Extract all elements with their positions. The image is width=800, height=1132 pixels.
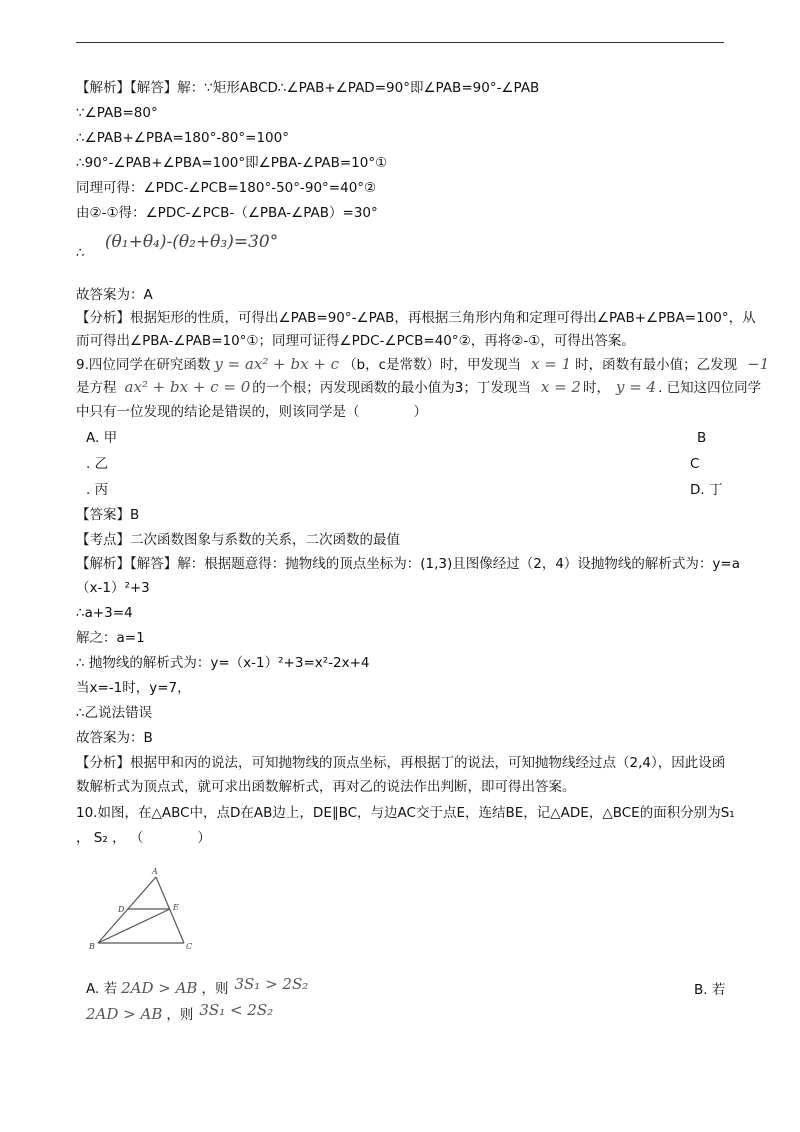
q9-line-1 [76,354,769,375]
q9-option-b-text: . 乙 [86,456,109,472]
q9-answer: 【答案】B [76,507,140,523]
fenxi-line-2: 而可得出∠PBA-∠PAB=10°①；同理可证得∠PDC-∠PCB=40°②，再将②-①，可得出答案。 [76,333,635,349]
side-ac [156,877,184,943]
q9-formula-3: −1 [747,355,770,373]
q9-fenxi-2: 数解析式为顶点式，就可求出函数解析式，再对乙的说法作出判断，即可得出答案。 [76,779,576,795]
q9-formula-6: y = 4 [615,378,657,396]
analysis-line-2: ∵∠PAB=80° [76,105,158,121]
triangle-figure [86,865,196,955]
q9-text-a: 9.四位同学在研究函数 [76,357,211,373]
q10-option-b-mid: ，则 [166,1007,194,1023]
q10-option-a [86,975,309,999]
q9-text-d: 是方程 [76,380,117,396]
q9-option-c-label: C [690,456,700,472]
q9-jiexi-2: （x-1）²+3 [76,580,150,596]
analysis-line-7 [76,232,279,261]
label-c: C [186,942,193,951]
q9-option-c-text: . 丙 [86,482,109,498]
q9-fenxi-1: 【分析】根据甲和丙的说法，可知抛物线的顶点坐标，再根据丁的说法，可知抛物线经过点（2,4），因此设函 [76,755,726,771]
label-b: B [89,942,95,951]
analysis-line-3: ∴∠PAB+∠PBA=180°-80°=100° [76,130,289,146]
q10-option-b-result: 3S₁ < 2S₂ [199,1001,274,1019]
analysis-line-4: ∴90°-∠PAB+∠PBA=100°即∠PBA-∠PAB=10°① [76,155,388,171]
q9-option-a: A. 甲 [86,430,118,446]
analysis-line-1: 【解析】【解答】解：∵矩形ABCD∴∠PAB+∠PAD=90°即∠PAB=90°-∠PAB [76,80,540,96]
q10-line-2: ， S₂ ， （ ） [76,830,211,846]
q9-option-b-label: B [697,430,707,446]
q10-option-a-result: 3S₁ > 2S₂ [234,975,309,993]
q10-option-b-prefix: B. 若 [694,982,726,998]
q9-jiexi-4: 解之：a=1 [76,630,145,646]
q9-line-2 [76,377,761,398]
q9-jiexi-6: 当x=-1时，y=7， [76,680,191,696]
side-ab [98,877,156,943]
q9-formula-5: x = 2 [540,378,581,396]
fenxi-line-1: 【分析】根据矩形的性质，可得出∠PAB=90°-∠PAB，再根据三角形内角和定理可得出∠PAB+∠PBA=100°，从 [76,310,756,326]
q10-option-b [86,1001,274,1025]
theta-formula: (θ₁+θ₄)-(θ₂+θ₃)=30° [104,232,279,252]
q10-option-b-condition: 2AD > AB [86,1005,163,1023]
q10-option-a-prefix: A. 若 [86,981,118,997]
label-e: E [173,903,179,912]
therefore-symbol: ∴ [76,245,85,261]
q9-text-e: 的一个根；丙发现函数的最小值为3；丁发现当 [252,380,531,396]
q9-jiexi-3: ∴a+3=4 [76,605,133,621]
q9-jiexi-8: 故答案为：B [76,730,153,746]
answer-line: 故答案为：A [76,287,153,303]
q9-kaodian: 【考点】二次函数图象与系数的关系，二次函数的最值 [76,532,400,548]
q9-text-g: . 已知这四位同学 [658,380,762,396]
analysis-line-5: 同理可得：∠PDC-∠PCB=180°-50°-90°=40°② [76,180,377,196]
q10-option-a-condition: 2AD > AB [121,979,198,997]
q9-text-c: 时，函数有最小值；乙发现 [575,357,738,373]
q9-jiexi-7: ∴乙说法错误 [76,705,153,721]
q9-option-d: D. 丁 [690,482,723,498]
q9-formula-2: x = 1 [531,355,572,373]
q9-line-3: 中只有一位发现的结论是错误的，则该同学是（ ） [76,404,427,420]
analysis-line-6: 由②-①得：∠PDC-∠PCB-（∠PBA-∠PAB）=30° [76,205,378,221]
q9-formula-4: ax² + bx + c = 0 [124,378,251,396]
q9-jiexi-1: 【解析】【解答】解：根据题意得：抛物线的顶点坐标为：(1,3)且图像经过（2，4）设抛物线的解析式为：y=a [76,556,741,572]
label-a: A [152,867,158,876]
q9-formula-1: y = ax² + bx + c [214,355,340,373]
q9-text-b: （b，c是常数）时，甲发现当 [343,357,522,373]
label-d: D [118,905,125,914]
segment-be [98,909,170,943]
header-rule [76,42,724,43]
q10-option-a-mid: ，则 [201,981,229,997]
q9-jiexi-5: ∴ 抛物线的解析式为：y=（x-1）²+3=x²-2x+4 [76,655,370,671]
q9-text-f: 时， [582,380,610,396]
q10-line-1: 10.如图，在△ABC中，点D在AB边上，DE∥BC，与边AC交于点E，连结BE，记△ADE，△BCE的面积分别为S₁ [76,805,735,821]
